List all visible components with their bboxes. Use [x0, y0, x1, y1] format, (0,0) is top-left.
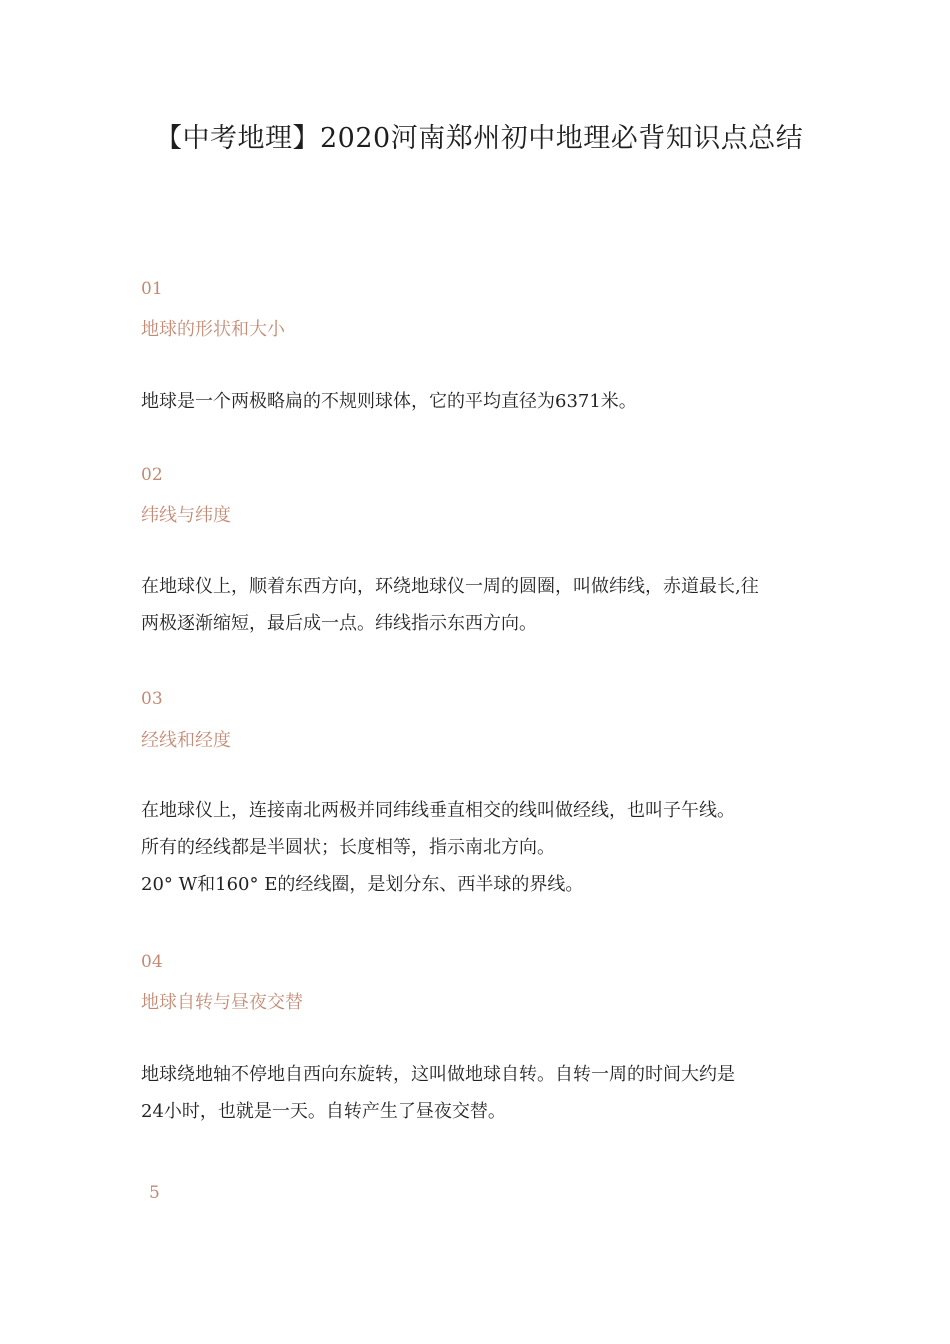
- section-number: 02: [141, 465, 163, 485]
- document-title: 【中考地理】2020河南郑州初中地理必背知识点总结: [155, 123, 804, 154]
- paragraph-line: 在地球仪上，顺着东西方向，环绕地球仪一周的圆圈，叫做纬线，赤道最长,往: [141, 576, 759, 597]
- section-paragraph: [141, 568, 821, 642]
- section-paragraph: [141, 792, 821, 903]
- paragraph-line: 在地球仪上，连接南北两极并同纬线垂直相交的线叫做经线，也叫子午线。: [141, 800, 735, 821]
- paragraph-line: 24小时，也就是一天。自转产生了昼夜交替。: [141, 1101, 506, 1122]
- section-heading: 地球自转与昼夜交替: [141, 992, 303, 1013]
- paragraph-line: 地球绕地轴不停地自西向东旋转，这叫做地球自转。自转一周的时间大约是: [141, 1064, 735, 1085]
- section-paragraph: [141, 1056, 821, 1130]
- section-number: 5: [149, 1183, 160, 1203]
- section-number: 04: [141, 952, 163, 972]
- paragraph-line: 20° W和160° E的经线圈，是划分东、西半球的界线。: [141, 874, 584, 895]
- paragraph-line: 地球是一个两极略扁的不规则球体，它的平均直径为6371米。: [141, 391, 637, 412]
- section-heading: 纬线与纬度: [141, 505, 231, 526]
- section-number: 03: [141, 689, 163, 709]
- section-heading: 地球的形状和大小: [141, 319, 285, 340]
- paragraph-line: 所有的经线都是半圆状；长度相等，指示南北方向。: [141, 837, 555, 858]
- paragraph-line: 两极逐渐缩短，最后成一点。纬线指示东西方向。: [141, 613, 537, 634]
- section-paragraph: [141, 383, 821, 420]
- section-number: 01: [141, 279, 163, 299]
- section-heading: 经线和经度: [141, 730, 231, 751]
